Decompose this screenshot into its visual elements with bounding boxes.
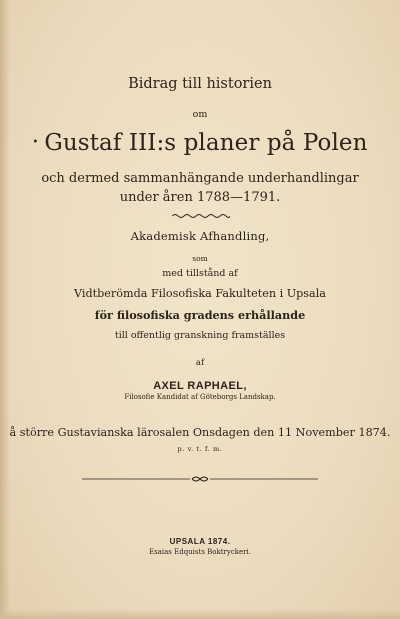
- main-title-text: Gustaf III:s planer på Polen: [44, 130, 368, 156]
- subtitle-line-2: under åren 1788—1791.: [119, 190, 281, 205]
- connector-som: som: [192, 254, 208, 263]
- subtitle-line-1: och dermed sammanhängande underhandlingar: [41, 171, 359, 186]
- thesis-heading: Akademisk Afhandling,: [130, 229, 270, 243]
- wavy-rule-ornament: [172, 213, 230, 219]
- title-line-om: om: [192, 109, 208, 120]
- ornamental-divider: [82, 474, 318, 484]
- abbreviation-line: p. v. t. f. m.: [177, 445, 223, 453]
- main-title: [0, 130, 400, 156]
- imprint-printer: Esaias Edquists Boktryckeri.: [149, 548, 251, 556]
- title-line-1: Bidrag till historien: [128, 76, 272, 92]
- review-line: till offentlig granskning framställes: [114, 330, 286, 341]
- connector-af: af: [195, 358, 205, 368]
- degree-line: för filosofiska gradens erhållande: [94, 308, 306, 322]
- imprint-place: UPSALA 1874.: [169, 537, 231, 546]
- venue-line: å större Gustavianska lärosalen Onsdagen den 11 November 1874.: [9, 426, 391, 439]
- permission-line: med tillstånd af: [162, 268, 238, 279]
- author-name: AXEL RAPHAEL,: [153, 380, 247, 392]
- author-credential: Filosofie Kandidat af Göteborgs Landskap.: [124, 393, 276, 401]
- page-bottom-shadow: [0, 609, 400, 619]
- bullet-mark: •: [32, 136, 39, 148]
- faculty-line: Vidtberömda Filosofiska Fakulteten i Upsala: [74, 287, 326, 300]
